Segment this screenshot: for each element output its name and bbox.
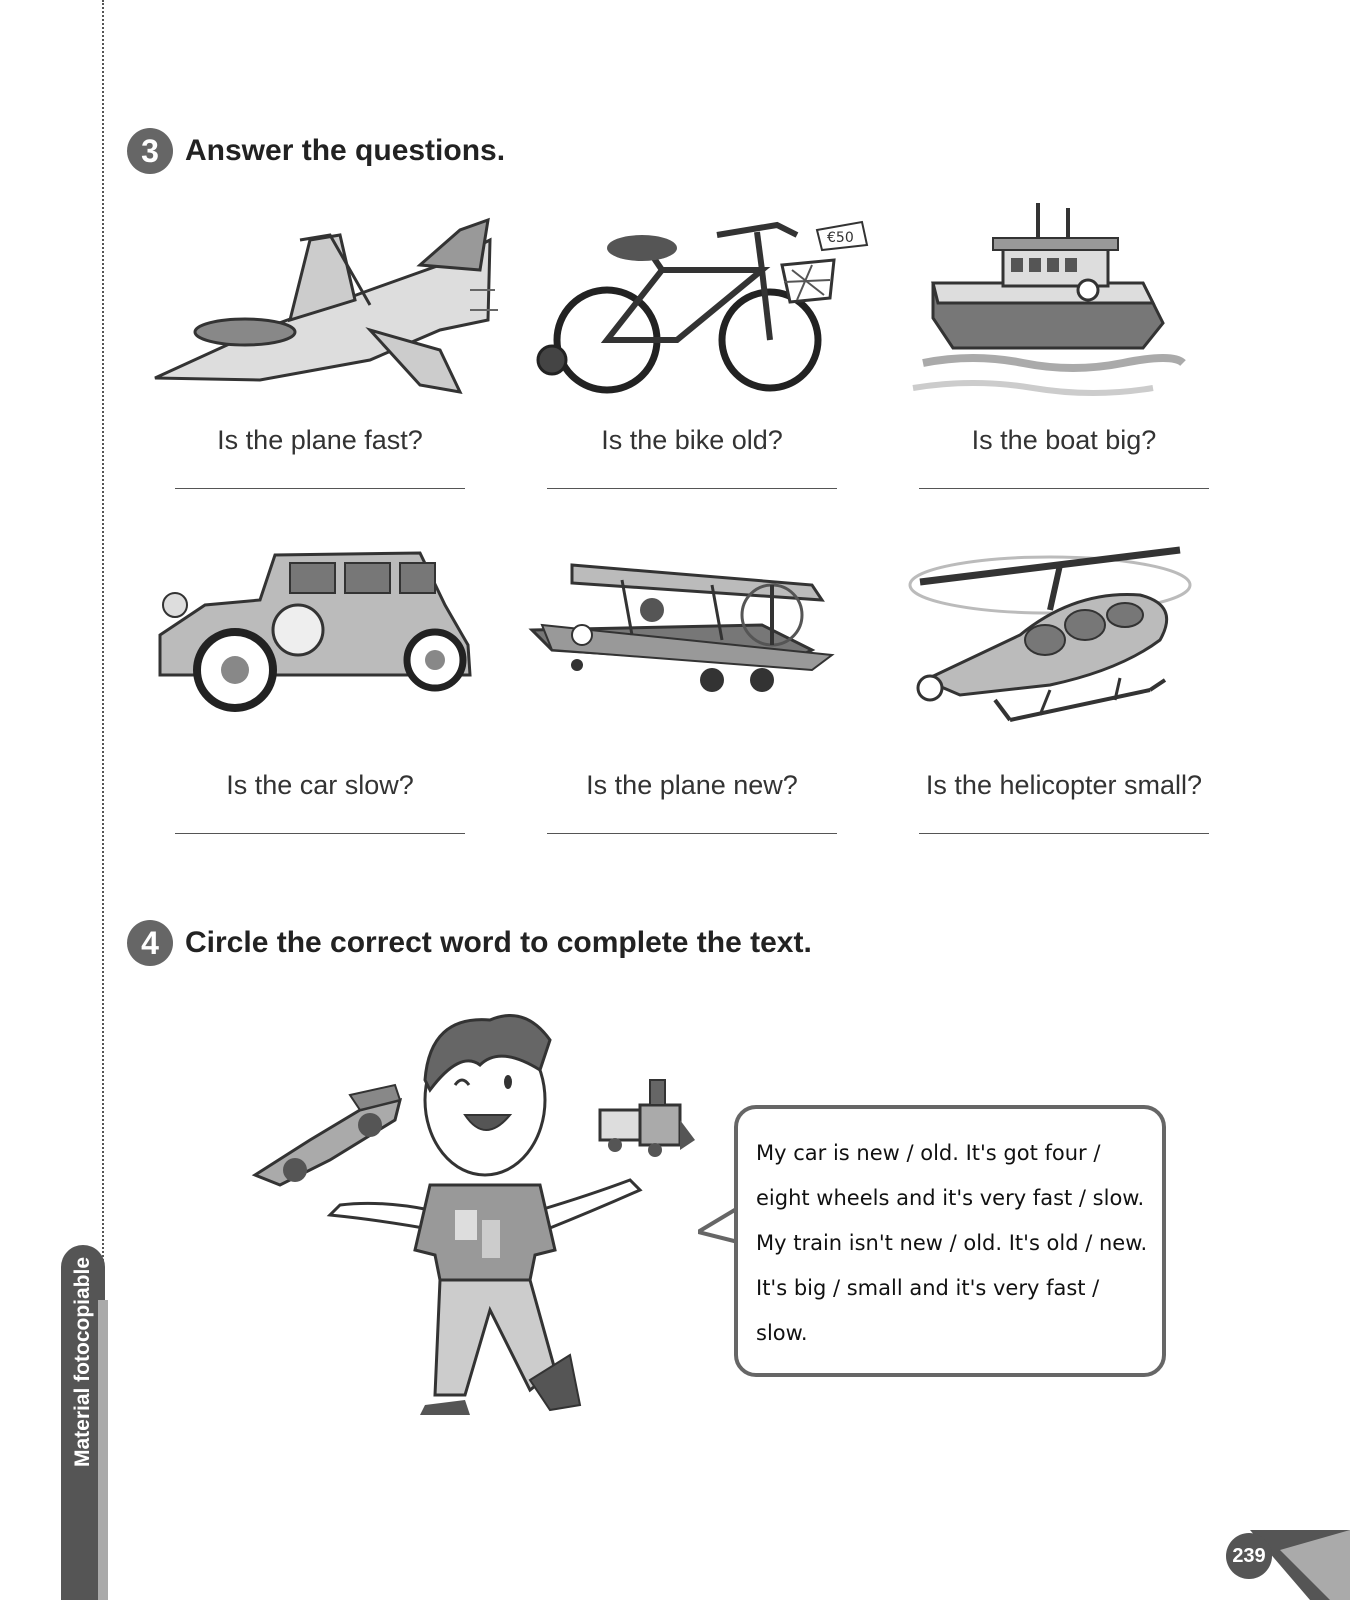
question-4: Is the car slow?	[226, 770, 414, 800]
jet-plane-icon	[140, 210, 500, 410]
answer-line-5[interactable]	[547, 833, 837, 834]
answer-line-6[interactable]	[919, 833, 1209, 834]
answer-line-3[interactable]	[919, 488, 1209, 489]
speech-text[interactable]: My car is new / old. It's got four / eight wheels and it's very fast / slow. My train isn't new / old. It's old / new. It's big / small and it's very fast / slow.	[756, 1141, 1148, 1345]
toy-train-icon	[600, 1080, 695, 1157]
exercise-title: Circle the correct word to complete the text.	[185, 926, 812, 959]
old-car-icon	[150, 545, 510, 720]
exercise-4-header	[127, 920, 812, 966]
answer-line-2[interactable]	[547, 488, 837, 489]
boat-icon	[893, 198, 1253, 408]
boy-illustration	[250, 1010, 700, 1465]
helicopter-icon	[900, 520, 1260, 745]
price-tag-text: €50	[827, 230, 854, 246]
question-2: Is the bike old?	[601, 425, 783, 455]
side-tab-accent	[98, 1300, 108, 1600]
exercise-number-badge: 4	[127, 920, 173, 966]
question-3: Is the boat big?	[971, 425, 1157, 455]
biplane-icon	[512, 555, 872, 705]
page-number: 239	[1226, 1533, 1272, 1579]
question-5: Is the plane new?	[586, 770, 798, 800]
sidebar-label: Material fotocopiable	[71, 1256, 94, 1468]
toy-race-car-icon	[255, 1085, 400, 1185]
answer-line-4[interactable]	[175, 833, 465, 834]
exercise-3-header	[127, 128, 505, 174]
exercise-number-badge: 3	[127, 128, 173, 174]
answer-line-1[interactable]	[175, 488, 465, 489]
question-1: Is the plane fast?	[217, 425, 423, 455]
question-6: Is the helicopter small?	[925, 770, 1203, 800]
exercise-title: Answer the questions.	[185, 134, 506, 167]
speech-bubble	[734, 1105, 1166, 1377]
bike-icon	[512, 210, 872, 410]
